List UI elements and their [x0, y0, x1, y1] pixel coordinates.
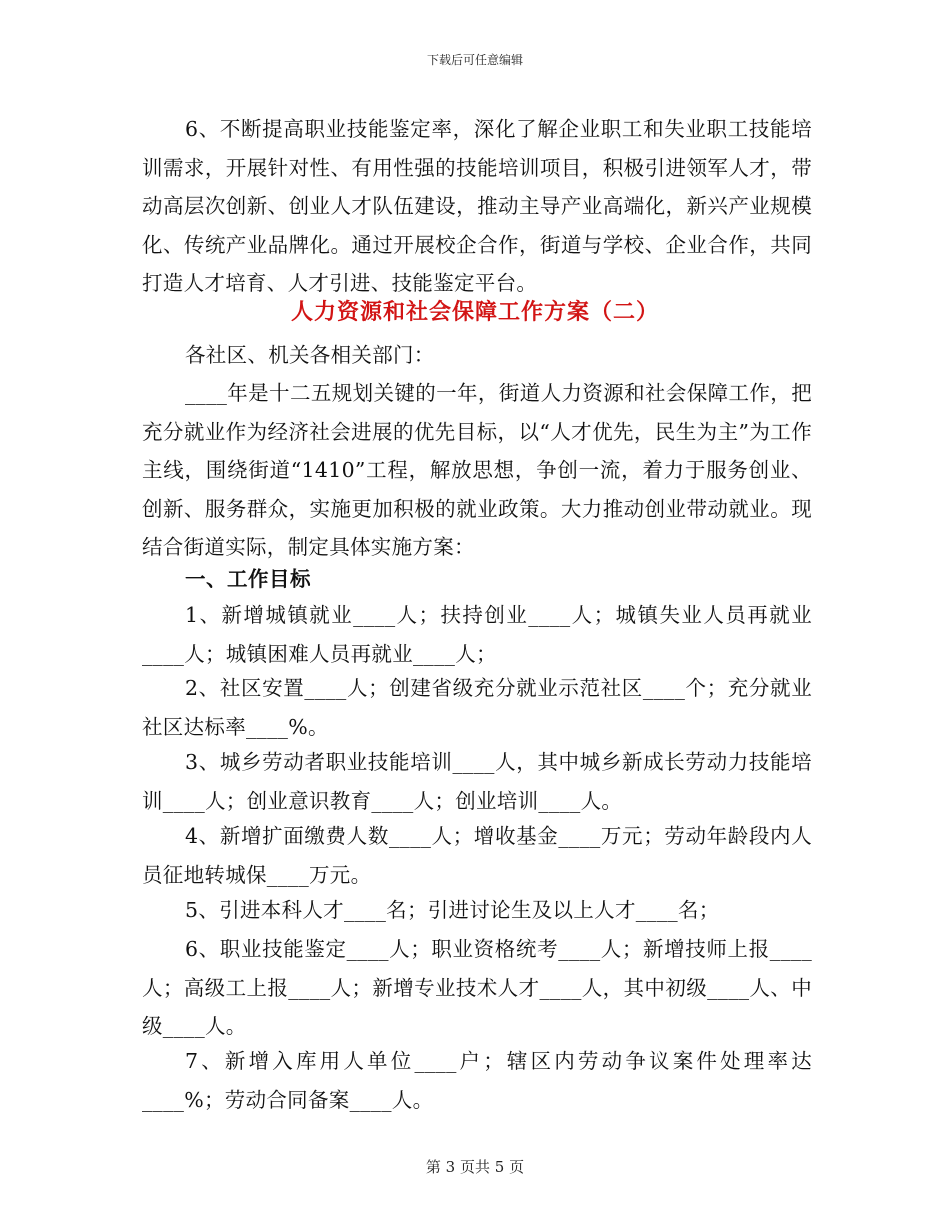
paragraph-item-6: 6、不断提高职业技能鉴定率，深化了解企业职工和失业职工技能培训需求，开展针对性、有用性强的技能培训项目，积极引进领军人才，带动高层次创新、创业人才队伍建设，推动主导产业高端化，新兴产业规模化、传统产业品牌化。通过开展校企合作，街道与学校、企业合作，共同打造人才培育、人才引进、技能鉴定平台。: [142, 117, 812, 296]
goal-item: 6、职业技能鉴定____人；职业资格统考____人；新增技师上报____人；高级工上报____人；新增专业技术人才____人，其中初级____人、中级____人。: [142, 937, 812, 1039]
page-header: 下载后可任意编辑: [426, 53, 523, 67]
preface-paragraph: ____年是十二五规划关键的一年，街道人力资源和社会保障工作，把充分就业作为经济社会进展的优先目标，以“人才优先，民生为主”为工作主线，围绕街道“1410”工程，解放思想，争创一流，着力于服务创业、创新、服务群众，实施更加积极的就业政策。大力推动创业带动就业。现结合街道实际，制定具体实施方案：: [142, 381, 812, 560]
section-heading: 一、工作目标: [185, 567, 311, 591]
page-footer: 第 3 页共 5 页: [425, 1158, 525, 1176]
goal-item: 2、社区安置____人；创建省级充分就业示范社区____个；充分就业社区达标率____%。: [142, 676, 812, 739]
goal-item: 5、引进本科人才____名；引进讨论生及以上人才____名；: [185, 898, 720, 922]
goal-item: 7、新增入库用人单位____户；辖区内劳动争议案件处理率达____%；劳动合同备案____人。: [142, 1049, 812, 1112]
document-title: 人力资源和社会保障工作方案（二）: [290, 300, 659, 325]
goal-item: 4、新增扩面缴费人数____人；增收基金____万元；劳动年龄段内人员征地转城保____万元。: [142, 824, 812, 887]
goal-item: 3、城乡劳动者职业技能培训____人，其中城乡新成长劳动力技能培训____人；创业意识教育____人；创业培训____人。: [142, 750, 812, 813]
salutation: 各社区、机关各相关部门：: [185, 343, 435, 367]
goal-item: 1、新增城镇就业____人；扶持创业____人；城镇失业人员再就业____人；城镇困难人员再就业____人；: [142, 603, 812, 666]
